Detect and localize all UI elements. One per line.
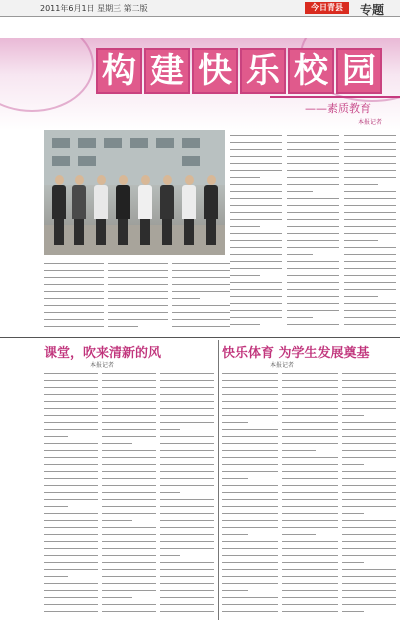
newspaper-brand: 今日青县 <box>305 2 349 14</box>
photo-person <box>138 175 152 245</box>
article-sports-body <box>222 370 396 618</box>
issue-date: 2011年6月1日 星期三 第二版 <box>40 4 148 13</box>
headline-char: 建 <box>144 48 190 94</box>
photo-window <box>52 138 70 148</box>
photo-window <box>78 156 96 166</box>
text-column <box>102 370 156 618</box>
photo-window <box>104 138 122 148</box>
section-divider <box>0 337 400 338</box>
text-column <box>222 370 278 618</box>
section-title-sports: 快乐体育 为学生发展奠基 <box>222 346 370 361</box>
photo-person <box>204 175 218 245</box>
photo-window <box>182 138 200 148</box>
photo-window <box>52 156 70 166</box>
article-body-lower-left <box>44 260 230 332</box>
text-column <box>282 370 338 618</box>
text-column <box>230 132 282 332</box>
masthead-bar <box>0 0 400 17</box>
photo-person <box>52 175 66 245</box>
text-column <box>344 132 396 332</box>
news-photo <box>44 130 225 255</box>
photo-person <box>182 175 196 245</box>
text-column <box>108 260 168 332</box>
photo-window <box>182 156 200 166</box>
subhead-rule <box>270 96 400 98</box>
photo-person <box>94 175 108 245</box>
photo-window <box>78 138 96 148</box>
subhead: ——素质教育 <box>305 102 371 115</box>
text-column <box>342 370 396 618</box>
text-column <box>172 260 230 332</box>
article-body-left-margin <box>0 132 40 332</box>
headline-char: 园 <box>336 48 382 94</box>
photo-window <box>156 138 174 148</box>
headline-char: 校 <box>288 48 334 94</box>
headline-char: 构 <box>96 48 142 94</box>
section-author: 本报记者 <box>270 362 295 369</box>
byline: 本报记者 <box>358 119 383 126</box>
text-column <box>44 260 104 332</box>
photo-person <box>116 175 130 245</box>
photo-window <box>130 138 148 148</box>
headline-char: 乐 <box>240 48 286 94</box>
text-column <box>160 370 214 618</box>
article-classroom-body <box>44 370 214 618</box>
photo-person <box>160 175 174 245</box>
article-body-upper-right <box>230 132 396 332</box>
text-column <box>44 370 98 618</box>
photo-person <box>72 175 86 245</box>
column-separator <box>218 340 219 620</box>
section-author: 本报记者 <box>90 362 115 369</box>
text-column <box>287 132 339 332</box>
headline-banner <box>0 38 400 130</box>
section-label: 专题 <box>360 3 385 17</box>
headline-char: 快 <box>192 48 238 94</box>
section-title-classroom: 课堂，吹来清新的风 <box>44 346 162 361</box>
